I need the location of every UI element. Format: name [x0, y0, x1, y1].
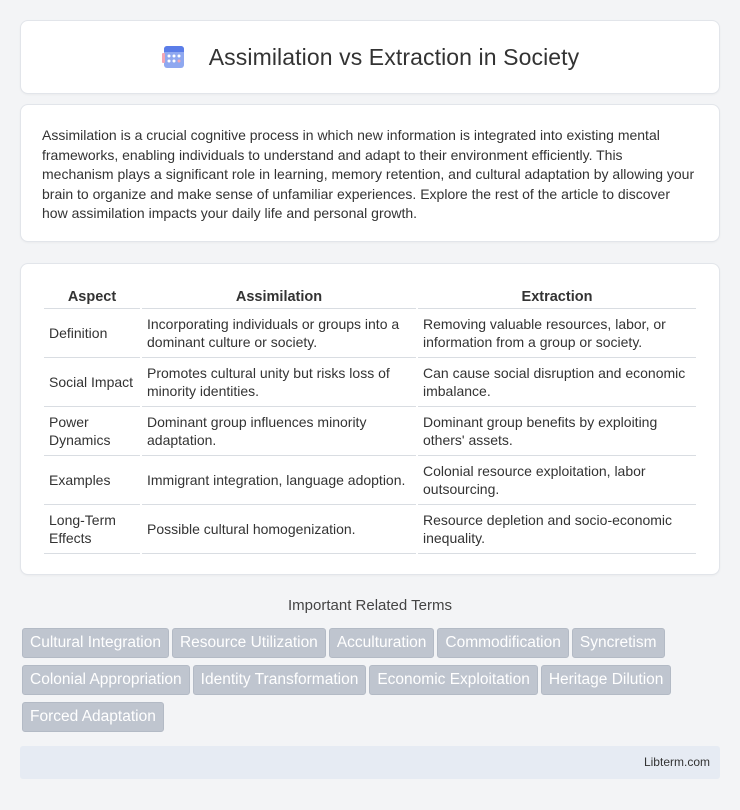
row-assimilation: Incorporating individuals or groups into a dominant culture or society. [142, 309, 416, 358]
related-term-tag[interactable]: Forced Adaptation [22, 702, 164, 732]
row-extraction: Resource depletion and socio-economic inequality. [418, 505, 696, 554]
column-header-assimilation: Assimilation [142, 285, 416, 309]
intro-card [20, 104, 720, 242]
page-title: Assimilation vs Extraction in Society [208, 43, 580, 70]
row-aspect: Power Dynamics [44, 407, 140, 456]
table-header-row [44, 285, 696, 309]
related-term-tag[interactable]: Heritage Dilution [541, 665, 672, 695]
table-row [44, 309, 696, 358]
comparison-table [42, 285, 698, 554]
row-assimilation: Possible cultural homogenization. [142, 505, 416, 554]
row-aspect: Long-Term Effects [44, 505, 140, 554]
footer-site-link[interactable]: Libterm.com [643, 755, 710, 769]
row-aspect: Examples [44, 456, 140, 505]
row-assimilation: Promotes cultural unity but risks loss of minority identities. [142, 358, 416, 407]
table-row [44, 358, 696, 407]
table-row [44, 456, 696, 505]
table-row [44, 407, 696, 456]
row-aspect: Social Impact [44, 358, 140, 407]
header-card [20, 20, 720, 94]
related-term-tag[interactable]: Identity Transformation [193, 665, 367, 695]
related-term-tag[interactable]: Commodification [437, 628, 568, 658]
row-extraction: Removing valuable resources, labor, or information from a group or society. [418, 309, 696, 358]
related-term-tag[interactable]: Cultural Integration [22, 628, 169, 658]
row-assimilation: Immigrant integration, language adoption. [142, 456, 416, 505]
column-header-aspect: Aspect [44, 285, 140, 309]
row-assimilation: Dominant group influences minority adaptation. [142, 407, 416, 456]
related-term-tag[interactable]: Colonial Appropriation [22, 665, 190, 695]
document-grid-icon [161, 44, 187, 70]
comparison-table-card [20, 263, 720, 575]
related-term-tag[interactable]: Acculturation [329, 628, 435, 658]
related-term-tag[interactable]: Syncretism [572, 628, 665, 658]
intro-text: Assimilation is a crucial cognitive process in which new information is integrated into existing mental frameworks, enabling individuals to understand and adapt to their environment efficiently. This mechanism plays a significant role in learning, memory retention, and cultural adaptation by allowing your brain to organize and make sense of unfamiliar experiences. Explore the rest of the article to discover how assimilation impacts your daily life and personal growth. [42, 127, 695, 222]
related-term-tag[interactable]: Resource Utilization [172, 628, 326, 658]
related-terms-title: Important Related Terms [288, 597, 452, 614]
related-term-tag[interactable]: Economic Exploitation [369, 665, 538, 695]
row-extraction: Can cause social disruption and economic imbalance. [418, 358, 696, 407]
footer [20, 746, 720, 779]
row-extraction: Colonial resource exploitation, labor outsourcing. [418, 456, 696, 505]
table-row [44, 505, 696, 554]
row-aspect: Definition [44, 309, 140, 358]
related-terms-tags [22, 628, 722, 739]
row-extraction: Dominant group benefits by exploiting others' assets. [418, 407, 696, 456]
column-header-extraction: Extraction [418, 285, 696, 309]
